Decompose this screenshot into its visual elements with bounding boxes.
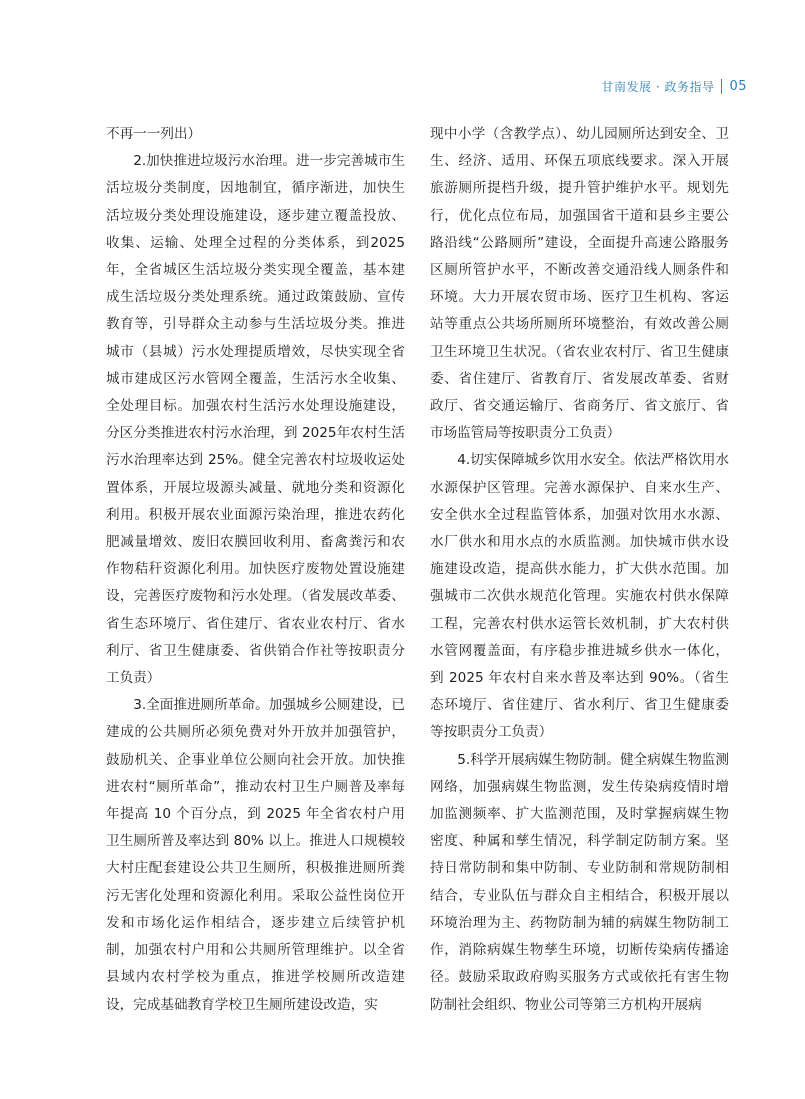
left-column: [106, 121, 405, 1019]
running-header: [602, 78, 748, 95]
paragraph-garbage-sewage: 2.加快推进垃圾污水治理。进一步完善城市生活垃圾分类制度，因地制宜，循序渐进，加快生活垃圾分类处理设施建设，逐步建立覆盖投放、收集、运输、处理全过程的分类体系，到2025 年，全省城区生活垃圾分类实现全覆盖，基本建成生活垃圾分类处理系统。通过政策鼓励、宣传教育等，引导群众主动参与生活垃圾分类。推进城市（县城）污水处理提质增效，尽快实现全省城市建成区污水管网全覆盖，生活污水全收集、全处理目标。加强农村生活污水处理设施建设，分区分类推进农村污水治理，到 2025年农村生活污水治理率达到 25%。健全完善农村垃圾收运处置体系，开展垃圾源头减量、就地分类和资源化利用。积极开展农业面源污染治理，推进农药化肥减量增效、废旧农膜回收利用、畜禽粪污和农作物秸秆资源化利用。加快医疗废物处置设施建设，完善医疗废物和污水处理。（省发展改革委、省生态环境厅、省住建厅、省农业农村厅、省水利厅、省卫生健康委、省供销合作社等按职责分工负责）: [106, 153, 405, 687]
paragraph-vector-control: 5.科学开展病媒生物防制。健全病媒生物监测网络，加强病媒生物监测，发生传染病疫情时增加监测频率、扩大监测范围，及时掌握病媒生物密度、种属和孳生情况，科学制定防制方案。坚持日常防制和集中防制、专业防制和常规防制相结合，专业队伍与群众自主相结合，积极开展以环境治理为主、药物防制为辅的病媒生物防制工作，消除病媒生物孳生环境，切断传染病传播途径。鼓励采取政府购买服务方式或依托有害生物防制社会组织、物业公司等第三方机构开展病: [430, 751, 729, 1013]
paragraph-continuation: 不再一一列出）: [106, 126, 202, 142]
right-column: [430, 121, 729, 1019]
page-number: 05: [729, 79, 747, 94]
paragraph-drinking-water: 4.切实保障城乡饮用水安全。依法严格饮用水水源保护区管理。完善水源保护、自来水生产、安全供水全过程监管体系，加强对饮用水水源、水厂供水和用水点的水质监测。加快城市供水设施建设改造，提高供水能力，扩大供水范围。加强城市二次供水规范化管理。实施农村供水保障工程，完善农村供水运管长效机制，扩大农村供水管网覆盖面，有序稳步推进城乡供水一体化，到 2025 年农村自来水普及率达到 90%。（省生态环境厅、省住建厅、省水利厅、省卫生健康委等按职责分工负责）: [430, 452, 729, 741]
paragraph-toilet-revolution: 3.全面推进厕所革命。加强城乡公厕建设，已建成的公共厕所必须免费对外开放并加强管护，鼓励机关、企事业单位公厕向社会开放。加快推进农村“厕所革命”，推动农村卫生户厕普及率每年提高 10 个百分点，到 2025 年全省农村户用卫生厕所普及率达到 80% 以上。推进人口规模较大村庄配套建设公共卫生厕所，积极推进厕所粪污无害化处理和资源化利用。采取公益性岗位开发和市场化运作相结合，逐步建立后续管护机制，加强农村户用和公共厕所管理维护。以全省县域内农村学校为重点，推进学校厕所改造建设，完成基础教育学校卫生厕所建设改造，实: [106, 697, 405, 1013]
header-title: 甘南发展 · 政务指导: [601, 80, 715, 94]
header-divider: [721, 79, 722, 94]
paragraph-toilet-continuation: 现中小学（含教学点）、幼儿园厕所达到安全、卫生、经济、适用、环保五项底线要求。深入开展旅游厕所提档升级，提升管护维护水平。规划先行，优化点位布局，加强国省干道和县乡主要公路沿线“公路厕所”建设，全面提升高速公路服务区厕所管护水平，不断改善交通沿线人厕条件和环境。大力开展农贸市场、医疗卫生机构、客运站等重点公共场所厕所环境整治，有效改善公厕卫生环境卫生状况。（省农业农村厅、省卫生健康委、省住建厅、省教育厅、省发展改革委、省财政厅、省交通运输厅、省商务厅、省文旅厅、省市场监管局等按职责分工负责）: [430, 126, 729, 442]
